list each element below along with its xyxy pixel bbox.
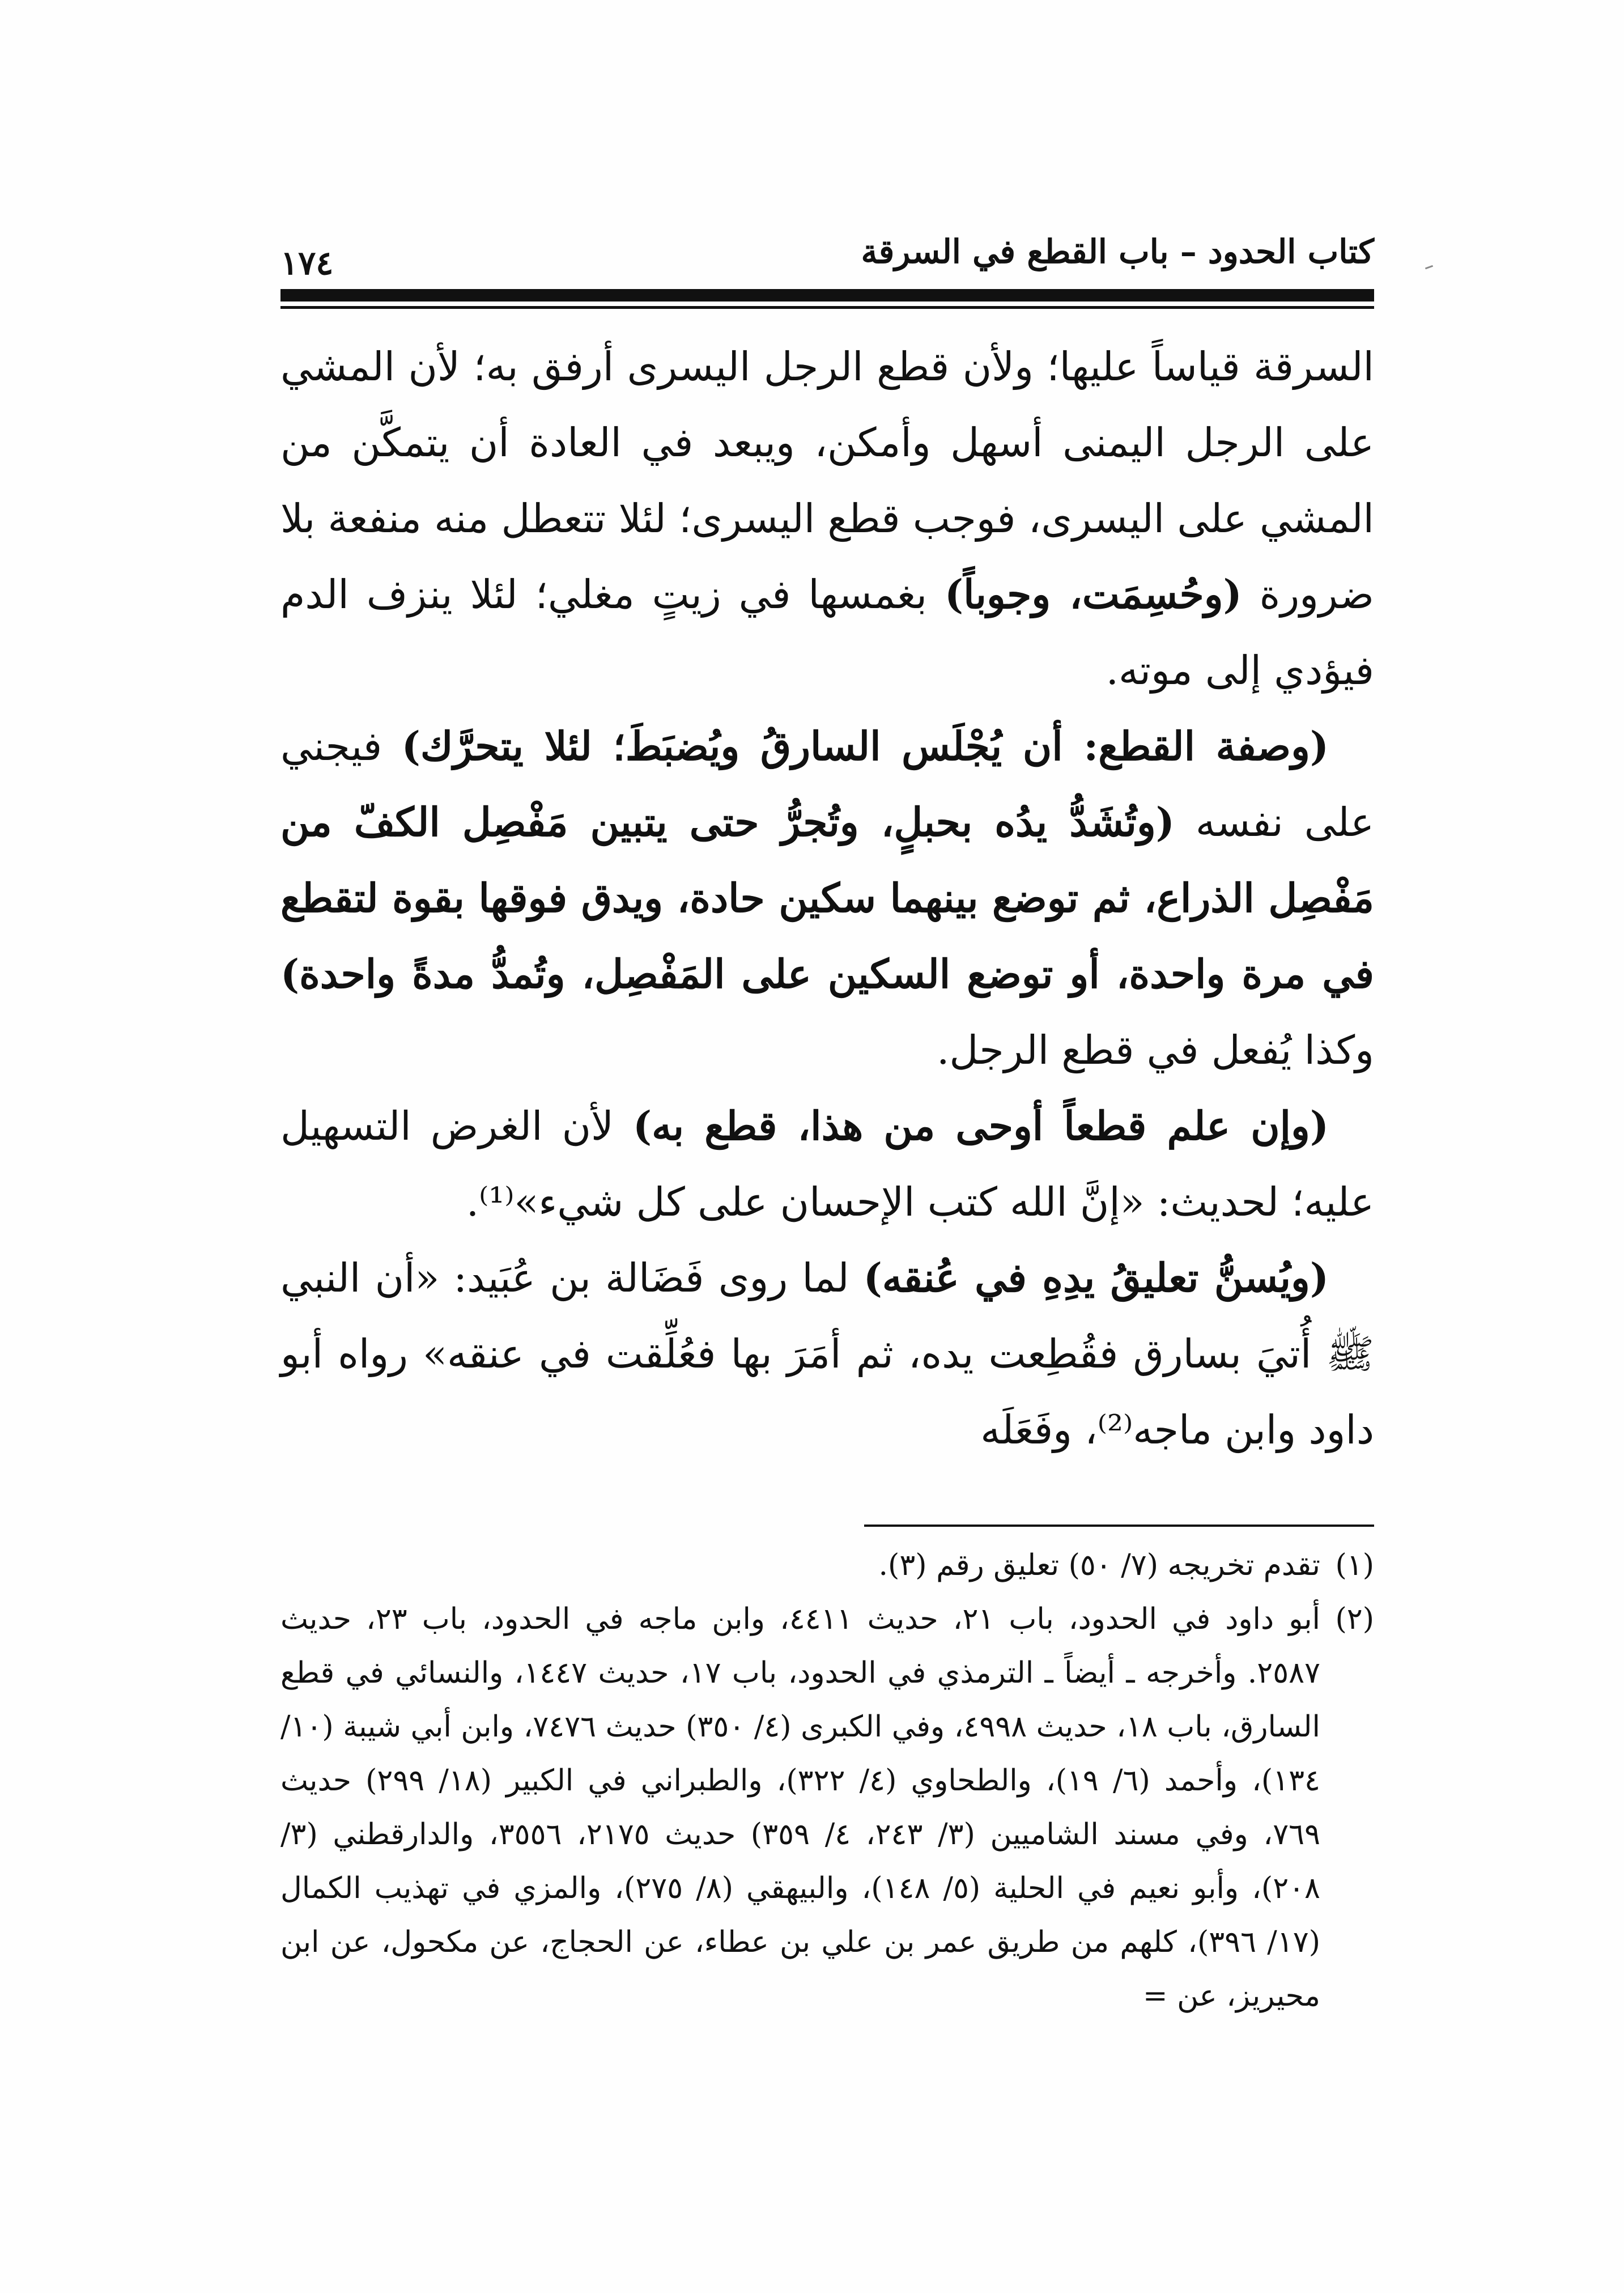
paragraph-3-part-1: (وإن علم قطعاً أوحى من هذا، قطع به) [632,1102,1329,1149]
page-number: ١٧٤ [280,244,334,282]
paragraph-1-part-2: (وحُسِمَت، وجوباً) [945,571,1242,618]
footnote-1 [280,1539,1374,1593]
paragraph-2-part-1: (وصفة القطع: أن يُجْلَس السارقُ ويُضبَطَ؛ لئلا يتحرَّك) [401,723,1329,770]
footnote-separator [864,1525,1374,1527]
footnote-2-text: أبو داود في الحدود، باب ٢١، حديث ٤٤١١، وابن ماجه في الحدود، باب ٢٣، حديث ٢٥٨٧. وأخرجه ـ أيضاً ـ الترمذي في الحدود، باب ١٧، حديث ١٤٤٧، والنسائي في قطع السارق، باب ١٨، حديث ٤٩٩٨، وفي الكبرى (٤/ ٣٥٠) حديث ٧٤٧٦، وابن أبي شيبة (١٠/ ١٣٤)، وأحمد (٦/ ١٩)، والطحاوي (٤/ ٣٢٢)، والطبراني في الكبير (١٨/ ٢٩٩) حديث ٧٦٩، وفي مسند الشاميين (٣/ ٢٤٣، ٤/ ٣٥٩) حديث ٢١٧٥، ٣٥٥٦، والدارقطني (٣/ ٢٠٨)، وأبو نعيم في الحلية (٥/ ١٤٨)، والبيهقي (٨/ ٢٧٥)، والمزي في تهذيب الكمال (١٧/ ٣٩٦)، كلهم من طريق عمر بن علي بن عطاء، عن الحجاج، عن مكحول، عن ابن محيريز، عن = [280,1602,1321,2013]
paragraph-2 [280,708,1374,1088]
paragraph-1 [280,329,1374,708]
paragraph-4-part-2: لما روى فَضَالة بن عُبَيد: «أن النبي ﷺ أُتيَ بسارق فقُطِعت يده، ثم أمَرَ بها فعُلِّقت في عنقه» رواه أبو داود وابن ماجه⁽²⁾، وفَعَلَه [280,1255,1374,1453]
scan-mark [1425,265,1433,270]
footnote-2 [280,1593,1374,2023]
running-title: كتاب الحدود – باب القطع في السرقة [861,232,1374,271]
paragraph-2-part-4: وكذا يُفعل في قطع الرجل. [937,1027,1374,1073]
page-header [280,232,1374,283]
paragraph-3-part-2: لأن الغرض التسهيل عليه؛ لحديث: «إنَّ الله كتب الإحسان على كل شيء»⁽¹⁾. [280,1103,1374,1225]
header-rule-thick [280,289,1374,302]
paragraph-4 [280,1240,1374,1468]
main-text [280,329,1374,1468]
paragraph-2-part-2: فيجني على نفسه [280,723,1375,846]
footnote-1-number: (١) [1335,1548,1374,1582]
paragraph-4-part-1: (ويُسنُّ تعليقُ يدِهِ في عُنقه) [863,1254,1329,1301]
footnote-1-text: تقدم تخريجه (٧/ ٥٠) تعليق رقم (٣). [878,1548,1320,1582]
paragraph-1-part-1: السرقة قياساً عليها؛ ولأن قطع الرجل اليسرى أرفق به؛ لأن المشي على الرجل اليمنى أسهل وأمكن، ويبعد في العادة أن يتمكَّن من المشي على اليسرى، فوجب قطع اليسرى؛ لئلا تتعطل منه منفعة بلا ضرورة [280,343,1374,618]
paragraph-3 [280,1088,1374,1240]
footnote-2-number: (٢) [1335,1602,1374,1636]
paragraph-1-part-3: بغمسها في زيتٍ مغلي؛ لئلا ينزف الدم فيؤدي إلى موته. [280,571,1374,694]
paragraph-2-part-3: (وتُشَدُّ يدُه بحبلٍ، وتُجرُّ حتى يتبين مَفْصِل الكفّ من مَفْصِل الذراع، ثم توضع بينهما سكين حادة، ويدق فوقها بقوة لتقطع في مرة واحدة، أو توضع السكين على المَفْصِل، وتُمدُّ مدةً واحدة) [280,799,1374,997]
footnotes [280,1539,1374,2023]
header-rule-thin [280,306,1374,309]
